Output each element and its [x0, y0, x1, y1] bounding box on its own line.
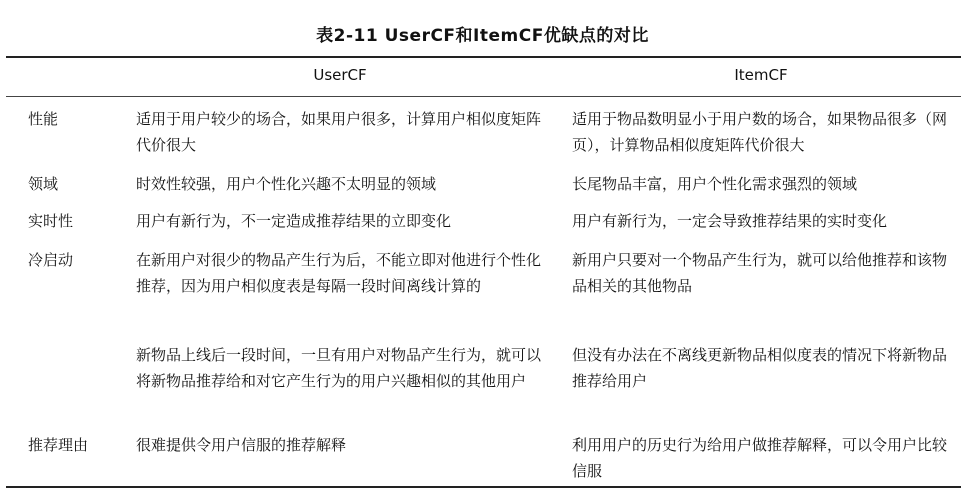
usercf-cold-start-new-item-cell: 新物品上线后一段时间，一旦有用户对物品产生行为，就可以将新物品推荐给和对它产生行为的用户兴趣相似的其他用户 — [136, 346, 542, 390]
usercf-cold-start-new-user-cell: 在新用户对很少的物品产生行为后，不能立即对他进行个性化推荐，因为用户相似度表是每隔一段时间离线计算的 — [136, 251, 542, 295]
column-header-usercf: UserCF — [313, 66, 367, 84]
row-label-cold-start: 冷启动 — [28, 251, 74, 269]
table-top-rule — [6, 56, 961, 58]
usercf-domain-cell: 时效性较强，用户个性化兴趣不太明显的领域 — [136, 175, 437, 193]
header-rule — [6, 96, 961, 97]
table-bottom-rule — [6, 486, 961, 488]
row-label-performance: 性能 — [28, 110, 59, 128]
row-label-domain: 领域 — [28, 175, 59, 193]
itemcf-realtime-cell: 用户有新行为，一定会导致推荐结果的实时变化 — [572, 212, 888, 230]
row-label-realtime: 实时性 — [28, 212, 74, 230]
usercf-realtime-cell: 用户有新行为，不一定造成推荐结果的立即变化 — [136, 212, 452, 230]
row-label-explanation: 推荐理由 — [28, 436, 89, 454]
itemcf-domain-cell: 长尾物品丰富，用户个性化需求强烈的领域 — [572, 175, 858, 193]
itemcf-cold-start-new-item-cell: 但没有办法在不离线更新物品相似度表的情况下将新物品推荐给用户 — [572, 346, 948, 390]
table-caption: 表2-11 UserCF和ItemCF优缺点的对比 — [316, 26, 649, 46]
itemcf-cold-start-new-user-cell: 新用户只要对一个物品产生行为，就可以给他推荐和该物品相关的其他物品 — [572, 251, 948, 295]
itemcf-performance-cell: 适用于物品数明显小于用户数的场合，如果物品很多（网页），计算物品相似度矩阵代价很大 — [572, 110, 948, 154]
usercf-performance-cell: 适用于用户较少的场合，如果用户很多，计算用户相似度矩阵代价很大 — [136, 110, 542, 154]
usercf-explanation-cell: 很难提供令用户信服的推荐解释 — [136, 436, 347, 454]
column-header-itemcf: ItemCF — [734, 66, 788, 84]
itemcf-explanation-cell: 利用用户的历史行为给用户做推荐解释，可以令用户比较信服 — [572, 436, 948, 480]
